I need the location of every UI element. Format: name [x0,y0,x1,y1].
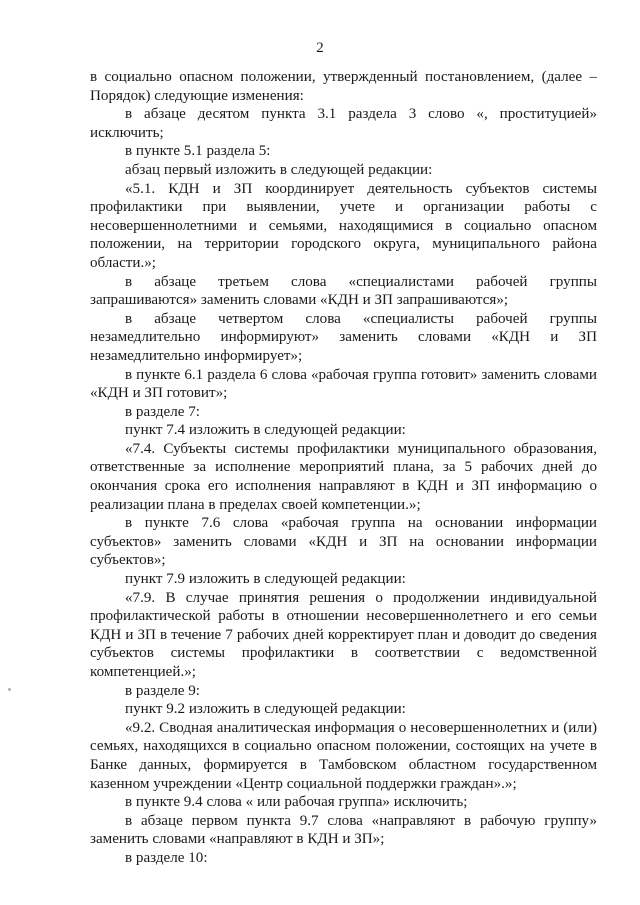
margin-mark [8,688,11,691]
paragraph: в абзаце третьем слова «специалистами рабочей группы запрашиваются» заменить словами «КДН и ЗП запрашиваются»; [90,273,597,309]
paragraph: «7.9. В случае принятия решения о продолжении индивидуальной профилактической работы в отношении несовершеннолетнего и его семьи КДН и ЗП в течение 7 рабочих дней корректирует план и доводит до сведения субъектов системы профилактики в соответствии с ведомственной компетенцией.»; [90,589,597,680]
paragraph: «7.4. Субъекты системы профилактики муниципального образования, ответственные за исполнение мероприятий плана, за 5 рабочих дней до окончания срока его исполнения направляют в КДН и ЗП информацию о реализации плана в пределах своей компетенции.»; [90,440,597,513]
paragraph: пункт 9.2 изложить в следующей редакции: [125,701,406,718]
paragraph: пункт 7.9 изложить в следующей редакции: [125,571,406,588]
paragraph: в абзаце четвертом слова «специалисты рабочей группы незамедлительно информируют» заменить словами «КДН и ЗП незамедлительно информирует»; [90,310,597,364]
paragraph: абзац первый изложить в следующей редакции: [125,161,433,178]
paragraph: пункт 7.4 изложить в следующей редакции: [125,422,406,439]
paragraph: в разделе 7: [125,403,200,420]
paragraph: в абзаце первом пункта 9.7 слова «направляют в рабочую группу» заменить словами «направляют в КДН и ЗП»; [90,812,597,848]
document-body [90,68,597,868]
paragraph: в пункте 5.1 раздела 5: [125,143,271,160]
page-number: 2 [316,40,324,56]
paragraph: в пункте 9.4 слова « или рабочая группа» исключить; [125,794,468,811]
paragraph: в абзаце десятом пункта 3.1 раздела 3 слово «, проституцией» исключить; [90,106,597,141]
paragraph: в разделе 9: [125,682,200,699]
paragraph: «5.1. КДН и ЗП координирует деятельность субъектов системы профилактики при выявлении, учете и организации работы с несовершеннолетними и семьями, находящимися в социально опасном положении, на территории городского округа, муниципального района области.»; [90,180,597,271]
paragraph: в пункте 7.6 слова «рабочая группа на основании информации субъектов» заменить словами «КДН и ЗП на основании информации субъектов»; [90,515,597,569]
paragraph: в социально опасном положении, утвержденный постановлением, (далее – Порядок) следующие изменения: [90,69,597,104]
paragraph: «9.2. Сводная аналитическая информация о несовершеннолетних и (или) семьях, находящихся в социально опасном положении, состоящих на учете в Банке данных, формируется в Тамбовском областном государственном казенном учреждении «Центр социальной поддержки граждан».»; [90,719,597,792]
paragraph: в разделе 10: [125,849,208,866]
paragraph: в пункте 6.1 раздела 6 слова «рабочая группа готовит» заменить словами «КДН и ЗП готовит»; [90,366,597,402]
